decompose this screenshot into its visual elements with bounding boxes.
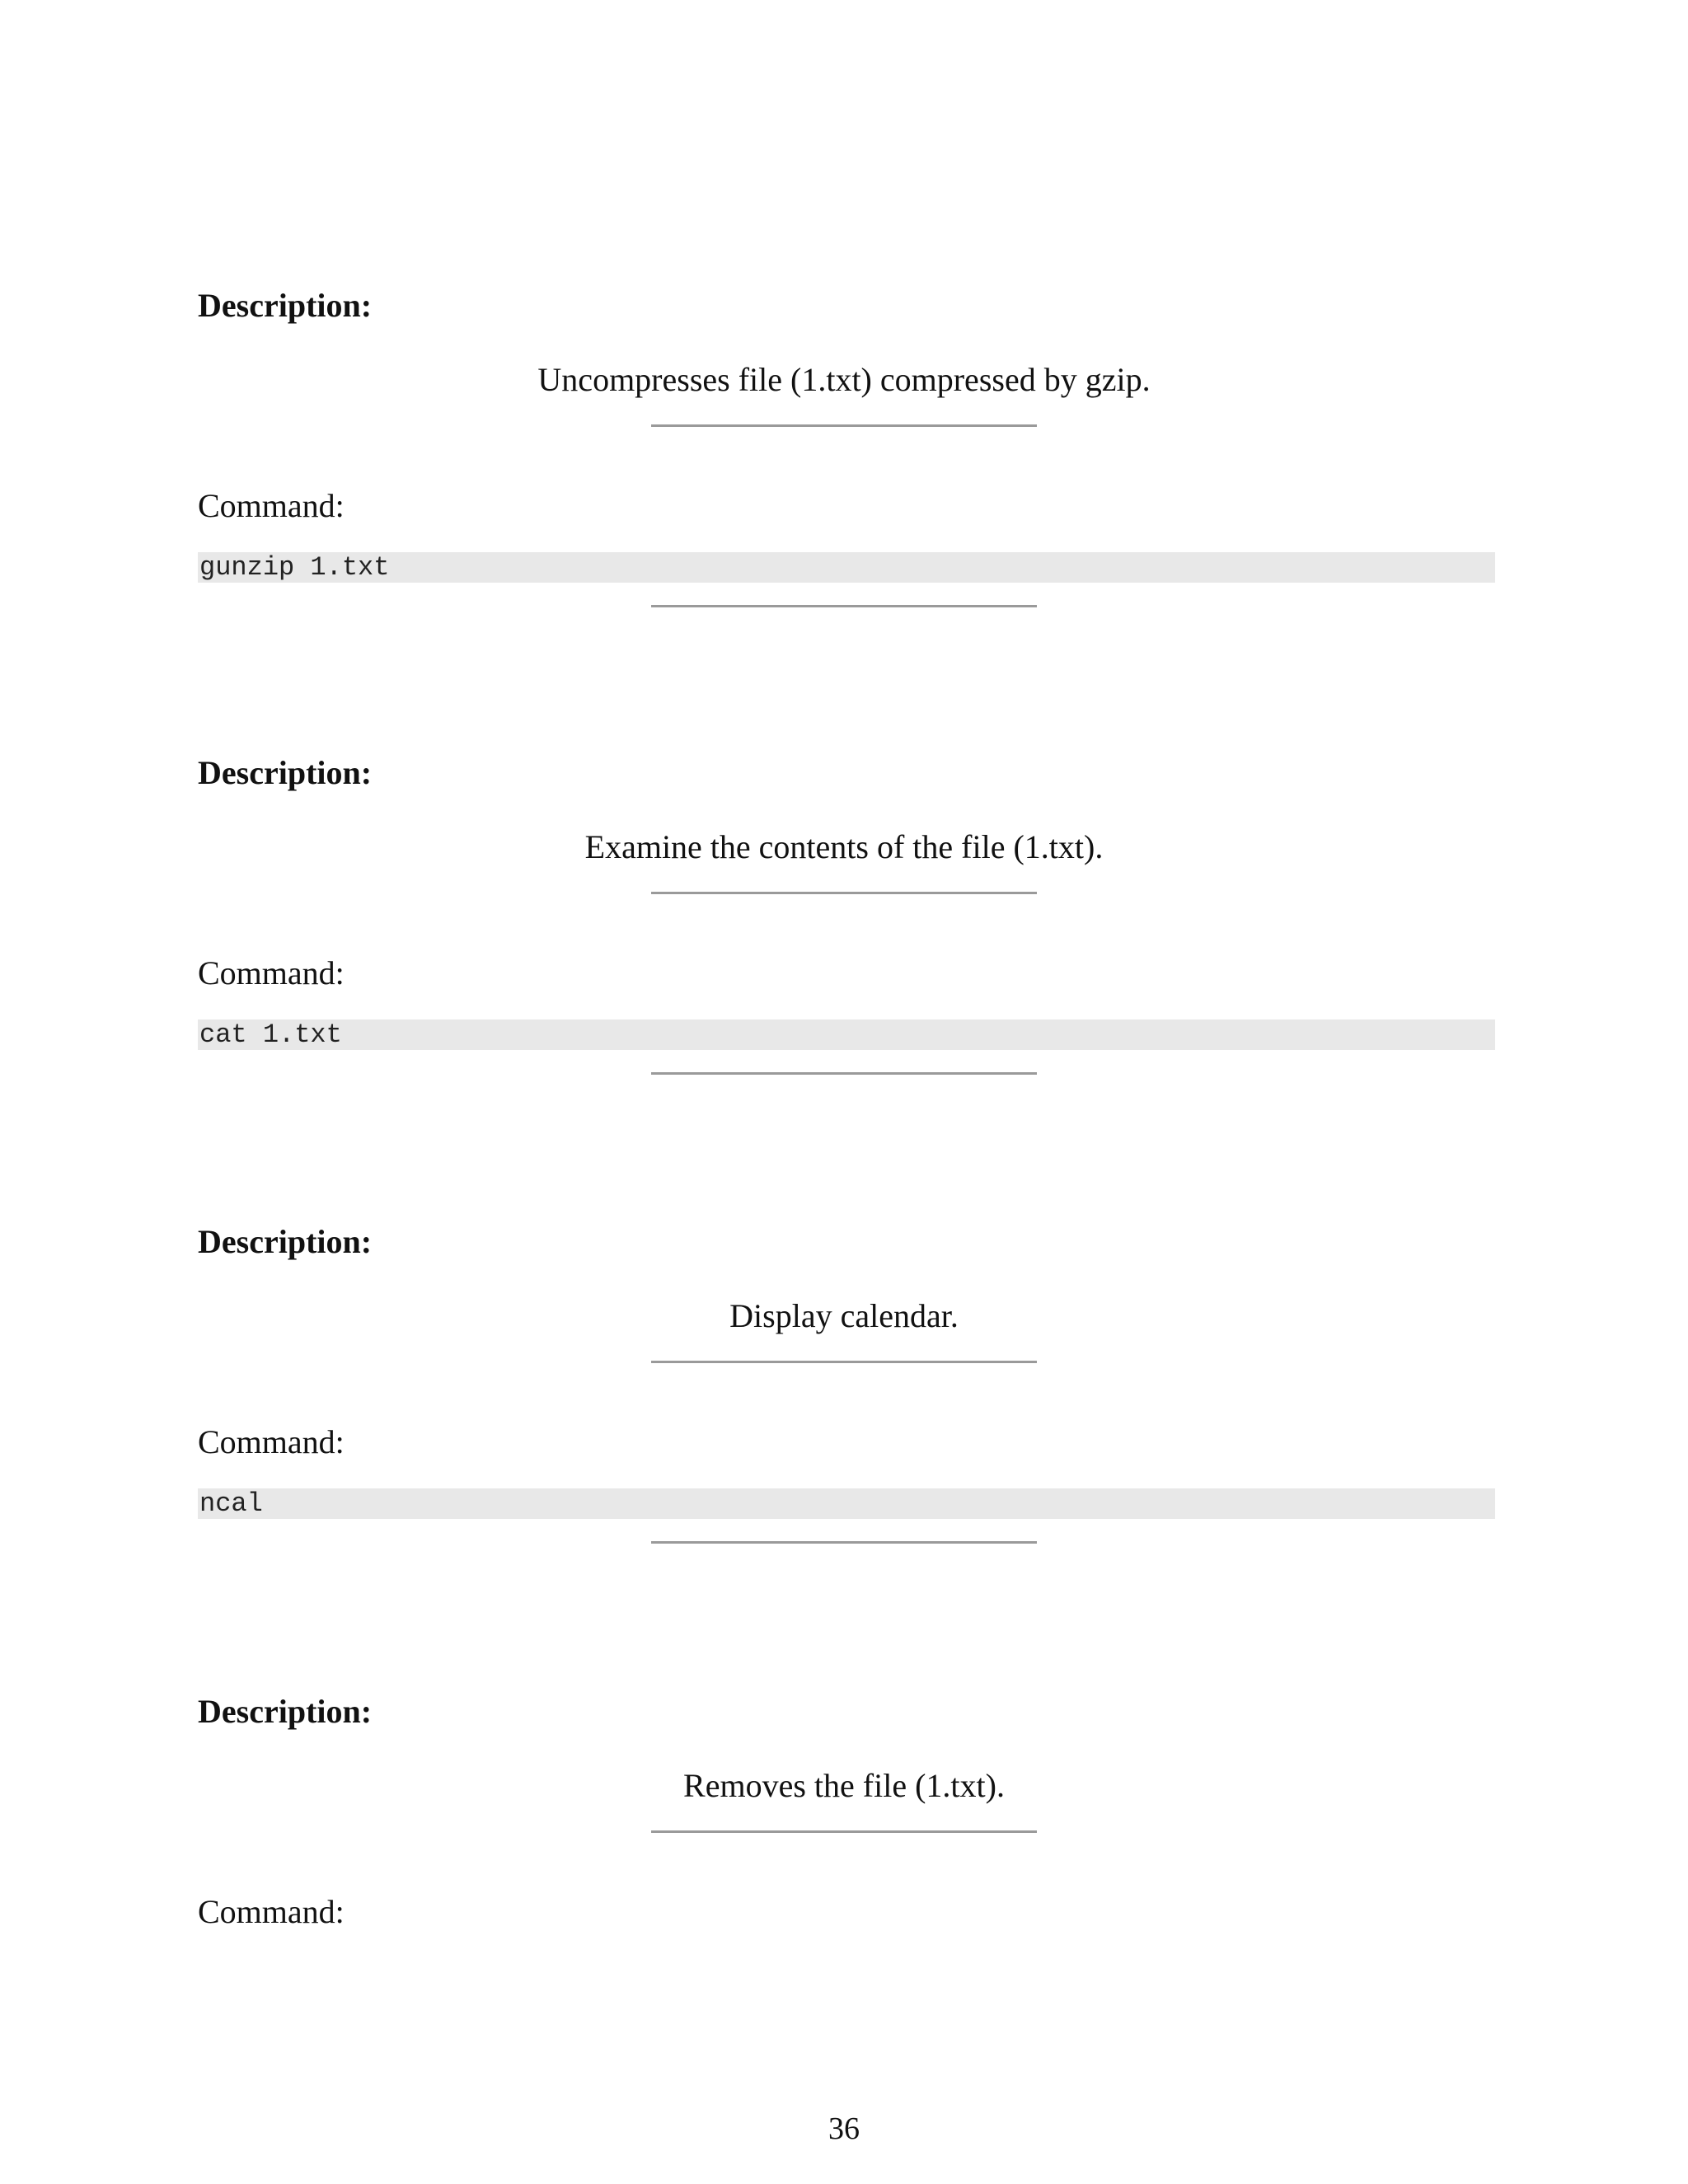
entry-ncal bbox=[0, 1222, 1688, 1684]
command-code: cat 1.txt bbox=[199, 1019, 342, 1050]
command-heading: Command: bbox=[198, 1423, 345, 1460]
command-code: gunzip 1.txt bbox=[199, 552, 390, 583]
command-code: ncal bbox=[199, 1488, 263, 1519]
divider-rule bbox=[651, 1361, 1037, 1363]
command-heading: Command: bbox=[198, 954, 345, 991]
divider-rule bbox=[651, 605, 1037, 607]
entry-cat bbox=[0, 753, 1688, 1215]
command-code-block bbox=[198, 552, 1495, 583]
divider-rule bbox=[651, 1830, 1037, 1833]
description-text: Display calendar. bbox=[729, 1297, 959, 1334]
entry-gunzip bbox=[0, 286, 1688, 748]
description-text: Uncompresses file (1.txt) compressed by gzip. bbox=[537, 361, 1151, 398]
description-heading: Description: bbox=[198, 1223, 373, 1260]
description-text: Removes the file (1.txt). bbox=[683, 1767, 1005, 1804]
divider-rule bbox=[651, 1541, 1037, 1544]
command-code-block bbox=[198, 1488, 1495, 1519]
command-heading: Command: bbox=[198, 1893, 345, 1930]
entry-remove bbox=[0, 1692, 1688, 2154]
description-heading: Description: bbox=[198, 1693, 373, 1730]
description-heading: Description: bbox=[198, 287, 373, 324]
divider-rule bbox=[651, 1072, 1037, 1075]
page-number: 36 bbox=[828, 2111, 860, 2146]
command-code-block bbox=[198, 1019, 1495, 1050]
command-heading: Command: bbox=[198, 487, 345, 524]
description-text: Examine the contents of the file (1.txt). bbox=[584, 828, 1104, 865]
divider-rule bbox=[651, 424, 1037, 427]
description-heading: Description: bbox=[198, 754, 373, 791]
divider-rule bbox=[651, 892, 1037, 894]
